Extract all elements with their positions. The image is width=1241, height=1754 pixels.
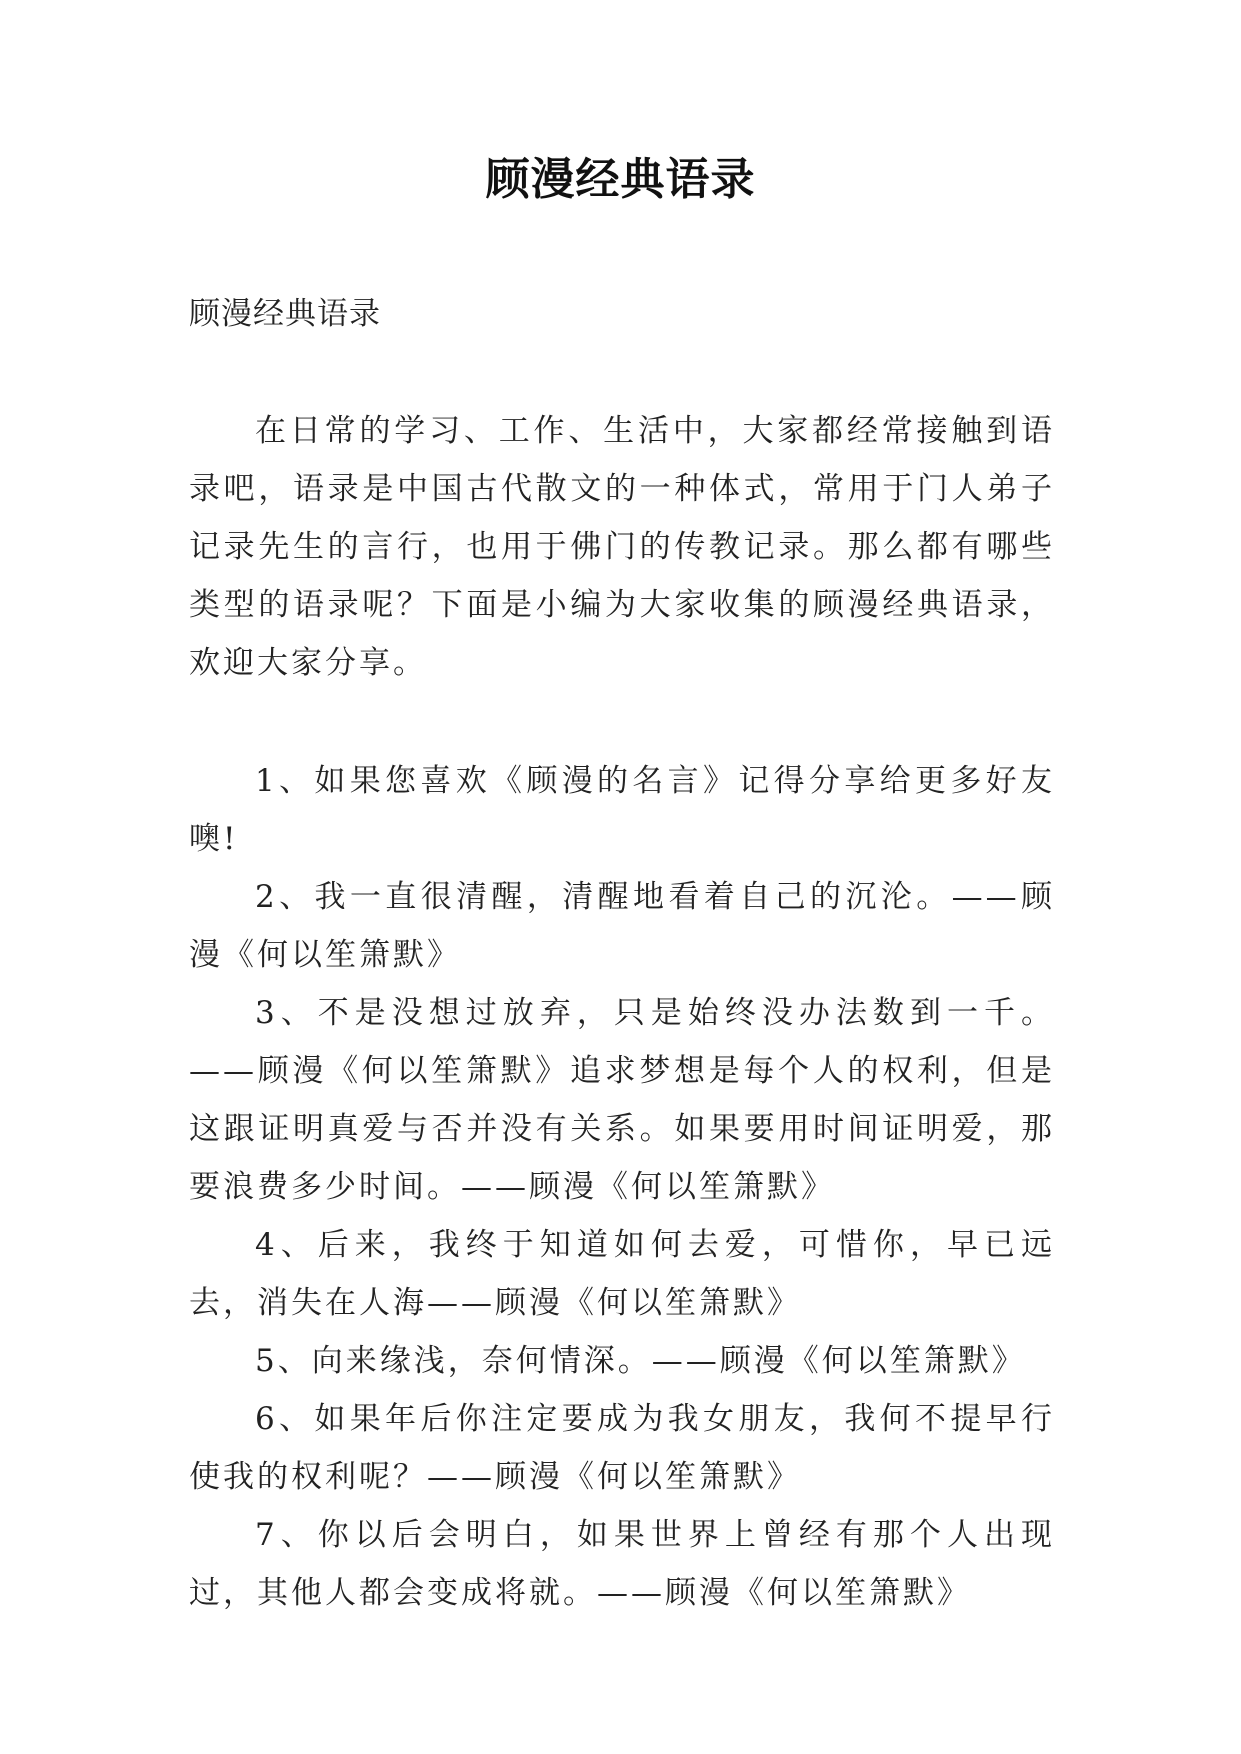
quote-item-2: 2、我一直很清醒，清醒地看着自己的沉沦。——顾漫《何以笙箫默》 <box>189 879 1055 973</box>
quote-item-1: 1、如果您喜欢《顾漫的名言》记得分享给更多好友噢! <box>189 763 1055 857</box>
quote-item-4: 4、后来，我终于知道如何去爱，可惜你，早已远去，消失在人海——顾漫《何以笙箫默》 <box>189 1227 1055 1321</box>
intro-paragraph: 在日常的学习、工作、生活中，大家都经常接触到语录吧，语录是中国古代散文的一种体式，常用于门人弟子记录先生的言行，也用于佛门的传教记录。那么都有哪些类型的语录呢？下面是小编为大家收集的顾漫经典语录，欢迎大家分享。 <box>189 413 1055 681</box>
quote-list <box>189 752 1055 1622</box>
quote-item-3: 3、不是没想过放弃，只是始终没办法数到一千。——顾漫《何以笙箫默》追求梦想是每个人的权利，但是这跟证明真爱与否并没有关系。如果要用时间证明爱，那要浪费多少时间。——顾漫《何以笙箫默》 <box>189 995 1055 1205</box>
quote-item-7: 7、你以后会明白，如果世界上曾经有那个人出现过，其他人都会变成将就。——顾漫《何以笙箫默》 <box>189 1517 1055 1611</box>
document-title: 顾漫经典语录 <box>485 154 756 205</box>
quote-item-6: 6、如果年后你注定要成为我女朋友，我何不提早行使我的权利呢？——顾漫《何以笙箫默》 <box>189 1401 1055 1495</box>
document-subtitle: 顾漫经典语录 <box>189 296 381 332</box>
quote-item-5: 5、向来缘浅，奈何情深。——顾漫《何以笙箫默》 <box>255 1343 1026 1379</box>
